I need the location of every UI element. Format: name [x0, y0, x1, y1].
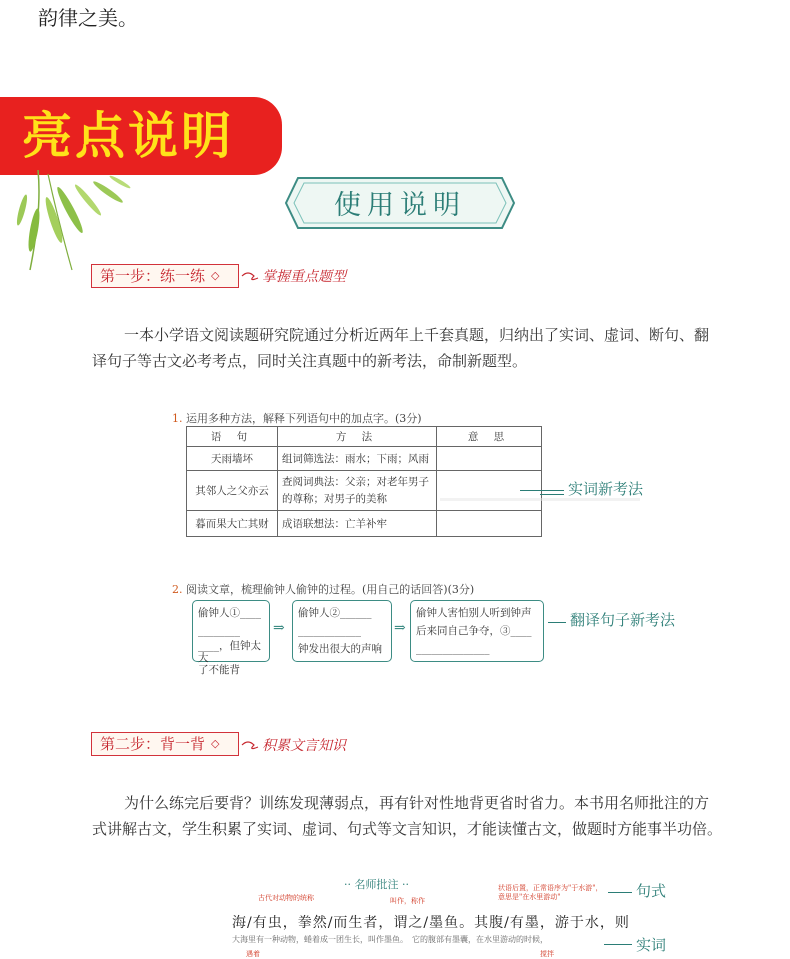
- process-box-1[interactable]: [192, 600, 270, 676]
- question1-prompt: [172, 410, 422, 426]
- classical-translation: 大海里有一种动物，蜷着成一团生长，叫作墨鱼。 它的腹部有墨囊，在水里游动的时候，: [232, 935, 548, 944]
- table-cell: 暮而果大亡其财: [187, 511, 278, 537]
- red-note: 叫作，称作: [390, 897, 425, 905]
- answer-cell[interactable]: [437, 447, 542, 471]
- red-note: 古代对动物的统称: [258, 894, 314, 902]
- box-line: ________: [198, 625, 240, 637]
- red-note: 搅拌: [540, 950, 554, 958]
- question2-prompt: [172, 581, 474, 597]
- table-cell: 查阅词典法：父亲；对老年男子的尊称；对男子的美称: [278, 471, 437, 511]
- box-line: 了不能背: [198, 664, 240, 676]
- table-row: [187, 447, 542, 471]
- process-box-2[interactable]: [292, 600, 392, 662]
- table-header: 意 思: [437, 427, 542, 447]
- page-title: 使用说明: [334, 190, 466, 221]
- annotation-line: [540, 494, 564, 495]
- step1-paragraph: 一本小学语文阅读题研究院通过分析近两年上千套真题，归纳出了实词、虚词、断句、翻译句子等古文必考考点，同时关注真题中的新考法，命制新题型。: [92, 326, 710, 370]
- annotation-line: [608, 892, 632, 893]
- question1-number: 1.: [172, 412, 183, 425]
- arrow-right-icon: ⇒: [273, 620, 285, 636]
- continued-text: 韵律之美。: [38, 6, 138, 30]
- question2-text: 阅读文章，梳理偷钟人偷钟的过程。(用自己的话回答)(3分): [186, 583, 475, 596]
- box-line: ____，但钟太大: [198, 640, 261, 664]
- process-box-3[interactable]: [410, 600, 544, 662]
- table-cell: 其邻人之父亦云: [187, 471, 278, 511]
- annotation-line: [604, 944, 632, 945]
- step2-label-text: 第二步：背一背: [100, 735, 206, 753]
- box-line: 钟发出很大的声响: [298, 643, 382, 655]
- box-line: ____________: [298, 625, 361, 637]
- annotation-word-new: 实词新考法: [568, 480, 644, 498]
- answer-cell[interactable]: [437, 511, 542, 537]
- highlight-banner: 亮点说明: [0, 97, 282, 175]
- diamond-icon: ◇: [211, 269, 220, 282]
- swirl-icon: [240, 268, 260, 284]
- question2-number: 2.: [172, 583, 183, 596]
- table-cell: 天雨墙坏: [187, 447, 278, 471]
- box-line: 后来同自己争夺，③____: [416, 625, 532, 637]
- table-cell: 成语联想法：亡羊补牢: [278, 511, 437, 537]
- box-line: 偷钟人②______: [298, 607, 372, 619]
- red-note: 遇着: [246, 950, 260, 958]
- step1-label-text: 第一步：练一练: [100, 267, 206, 285]
- table-row: [187, 471, 542, 511]
- box-line: 偷钟人害怕别人听到钟声: [416, 607, 532, 619]
- step2-label: [91, 732, 239, 756]
- swirl-icon: [240, 737, 260, 753]
- annotation-line: [548, 622, 566, 623]
- box-line: 偷钟人①____: [198, 607, 261, 619]
- table-cell: 组词筛选法：雨水；下雨；风雨: [278, 447, 437, 471]
- annotation-syntax: 句式: [636, 882, 667, 900]
- question1-table: [186, 426, 542, 537]
- annotation-translate-new: 翻译句子新考法: [570, 611, 676, 629]
- step2-subtitle: 积累文言知识: [262, 738, 346, 754]
- arrow-right-icon: ⇒: [394, 620, 406, 636]
- table-header: 语 句: [187, 427, 278, 447]
- table-row: [187, 511, 542, 537]
- diamond-icon: ◇: [211, 737, 220, 750]
- classical-text: 海/有虫，拳然/而生者，谓之/墨鱼。其腹/有墨，游于水，则: [232, 915, 630, 931]
- annotation-line: [520, 490, 564, 491]
- box-line: ______________: [416, 643, 490, 655]
- step1-label: [91, 264, 239, 288]
- red-note: 状语后置，正常语序为"于水游"，意思是"在水里游动": [498, 884, 603, 901]
- divider: [440, 498, 640, 501]
- step2-paragraph: 为什么练完后要背？训练发现薄弱点，再有针对性地背更省时省力。本书用名师批注的方式讲解古文，学生积累了实词、虚词、句式等文言知识，才能读懂古文，做题时方能事半功倍。: [92, 794, 723, 838]
- table-header: 方 法: [278, 427, 437, 447]
- step1-subtitle: 掌握重点题型: [262, 269, 346, 285]
- question1-text: 运用多种方法，解释下列语句中的加点字。(3分): [186, 412, 422, 425]
- annotation-word: 实词: [636, 936, 667, 954]
- teacher-note-title: ·· 名师批注 ··: [344, 878, 409, 891]
